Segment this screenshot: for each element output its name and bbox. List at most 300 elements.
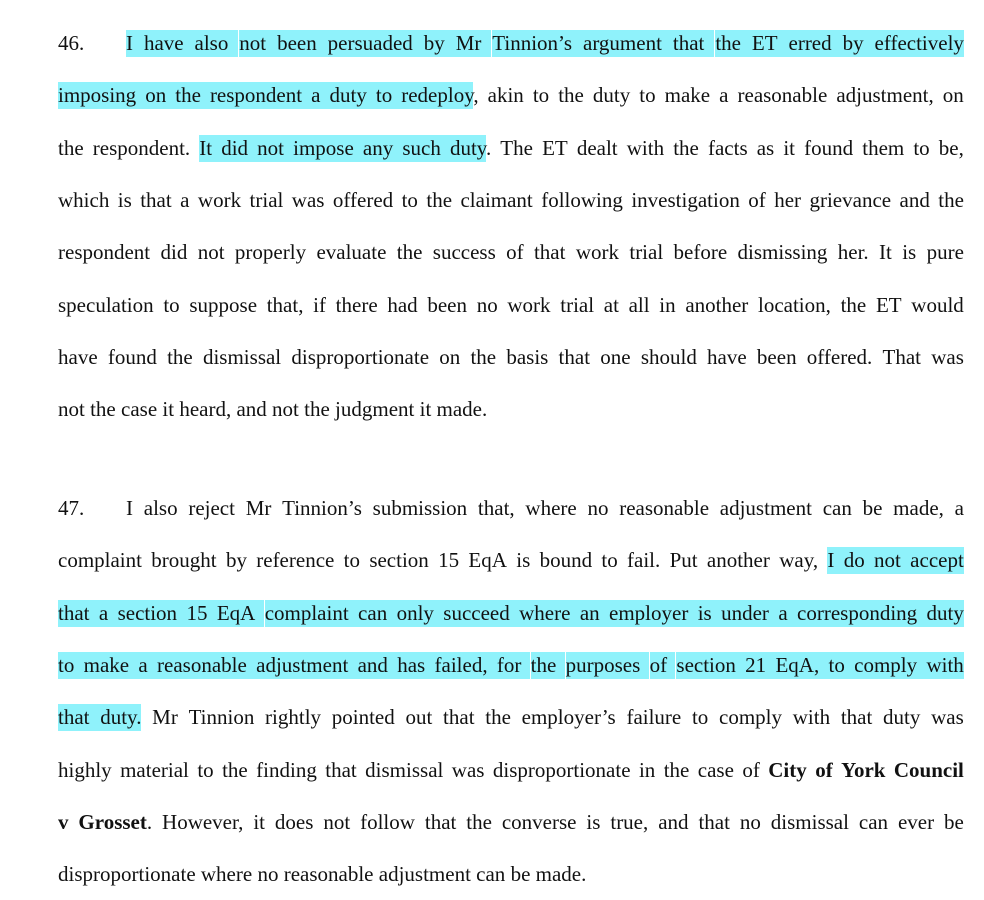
- highlighted-text: that: [58, 600, 99, 627]
- body-text: investigation: [631, 187, 740, 212]
- word: [673, 28, 705, 58]
- body-text: adjustment,: [836, 83, 934, 108]
- line-words: [58, 80, 964, 110]
- word: [774, 185, 801, 215]
- word: [931, 342, 964, 372]
- word: [58, 290, 154, 320]
- line-words: [58, 702, 964, 732]
- word: [397, 650, 425, 680]
- word: [627, 545, 660, 575]
- word: [397, 237, 423, 267]
- body-text: can: [476, 862, 506, 887]
- body-text: and: [899, 187, 930, 212]
- word: [601, 545, 617, 575]
- line-words: [126, 493, 964, 523]
- word: [402, 185, 418, 215]
- body-text: it: [783, 135, 796, 160]
- word: [84, 650, 129, 680]
- body-text: respondent.: [92, 135, 191, 160]
- word: [560, 290, 594, 320]
- word: [665, 80, 710, 110]
- body-text: ,: [473, 83, 479, 108]
- highlighted-text: that: [673, 30, 715, 57]
- word: [738, 237, 828, 267]
- word: [740, 807, 761, 837]
- body-text: with: [792, 705, 831, 730]
- highlighted-text: imposing: [58, 82, 145, 109]
- body-text: had: [387, 292, 418, 317]
- word: [256, 650, 348, 680]
- highlighted-text: such: [402, 135, 450, 162]
- word: [253, 807, 265, 837]
- word: [180, 185, 189, 215]
- word: [58, 80, 136, 110]
- text-line: [58, 185, 964, 215]
- word: [506, 237, 524, 267]
- word: [311, 80, 320, 110]
- body-text: found: [107, 344, 157, 369]
- text-line: [58, 859, 964, 889]
- body-text: the: [58, 135, 84, 160]
- body-text: I: [126, 496, 133, 520]
- body-text: reasonable: [619, 496, 710, 520]
- word: [201, 859, 252, 889]
- body-text: EqA: [468, 548, 507, 573]
- word: [78, 807, 152, 837]
- highlighted-text: reasonable: [157, 652, 256, 679]
- word: [629, 290, 650, 320]
- body-text: reference: [256, 548, 335, 573]
- body-text: her: [774, 187, 802, 212]
- highlighted-text: that: [58, 704, 100, 731]
- word: [600, 342, 630, 372]
- body-text: facts: [707, 135, 748, 160]
- body-text: ever: [897, 809, 935, 834]
- word: [659, 290, 675, 320]
- word: [363, 133, 393, 163]
- body-text: with: [626, 135, 665, 160]
- word: [583, 28, 662, 58]
- body-text: found: [804, 135, 854, 160]
- body-text: not: [272, 397, 299, 422]
- word: [477, 290, 498, 320]
- word: [876, 290, 902, 320]
- body-text: been: [427, 292, 468, 317]
- word: [676, 650, 735, 680]
- body-text: been: [756, 344, 797, 369]
- body-text: following: [541, 187, 623, 212]
- word: [707, 342, 747, 372]
- word: [138, 650, 147, 680]
- word: [893, 493, 944, 523]
- word: [58, 807, 69, 837]
- highlighted-text: any: [363, 135, 402, 162]
- word: [488, 80, 524, 110]
- word: [631, 185, 740, 215]
- word: [938, 185, 964, 215]
- word: [401, 80, 478, 110]
- body-text: the: [663, 757, 690, 782]
- text-line: [58, 80, 964, 110]
- word: [456, 28, 482, 58]
- word: [721, 598, 769, 628]
- highlighted-text: a: [778, 600, 797, 627]
- word: [926, 650, 963, 680]
- highlighted-text: duty: [449, 135, 486, 160]
- body-text: highly: [58, 757, 112, 782]
- word: [179, 394, 231, 424]
- body-text: them: [862, 135, 905, 160]
- body-text: not: [323, 809, 351, 834]
- body-text: that: [698, 809, 730, 834]
- word: [257, 859, 278, 889]
- body-text: reasonable: [737, 83, 828, 108]
- word: [531, 650, 557, 680]
- body-text: a: [719, 83, 729, 108]
- word: [742, 755, 760, 785]
- word: [152, 702, 178, 732]
- body-text: work: [507, 292, 551, 317]
- word: [293, 133, 354, 163]
- body-text: before: [673, 240, 728, 265]
- case-name: v: [58, 809, 69, 834]
- word: [433, 237, 496, 267]
- highlighted-text: corresponding: [797, 600, 927, 627]
- body-text: of: [506, 240, 524, 265]
- highlighted-text: a: [138, 652, 157, 679]
- word: [748, 185, 766, 215]
- highlighted-text: It: [199, 135, 221, 162]
- word: [610, 807, 648, 837]
- highlighted-text: is: [698, 600, 721, 627]
- line-words: [58, 859, 964, 889]
- word: [875, 28, 964, 58]
- body-text: it: [253, 809, 265, 834]
- line-words: [58, 133, 964, 163]
- body-text: that: [140, 187, 172, 212]
- word: [265, 598, 349, 628]
- case-name: of: [815, 757, 833, 782]
- word: [344, 545, 360, 575]
- word: [516, 545, 530, 575]
- word: [863, 493, 883, 523]
- word: [333, 185, 393, 215]
- word: [629, 237, 663, 267]
- body-text: if: [313, 292, 326, 317]
- body-text: dismissal: [202, 344, 282, 369]
- body-text: properly: [234, 240, 307, 265]
- body-text: the: [840, 292, 867, 317]
- body-text: as: [756, 135, 775, 160]
- body-text: be,: [938, 135, 964, 160]
- highlighted-text: have: [144, 30, 195, 57]
- word: [236, 394, 266, 424]
- body-text: the: [222, 757, 248, 782]
- body-text: .: [485, 135, 492, 160]
- highlighted-text: of: [650, 652, 676, 679]
- body-text: another: [706, 548, 770, 573]
- highlighted-text: an: [580, 600, 609, 627]
- word: [450, 133, 491, 163]
- body-text: all: [628, 292, 650, 317]
- word: [586, 807, 600, 837]
- word: [854, 650, 917, 680]
- word: [108, 342, 157, 372]
- word: [778, 598, 787, 628]
- word: [144, 28, 184, 58]
- body-text: case: [121, 397, 158, 422]
- body-text: there: [335, 292, 378, 317]
- body-text: in: [638, 757, 656, 782]
- body-text: trial: [249, 187, 284, 212]
- body-text: employer’s: [521, 705, 616, 730]
- body-text: no: [476, 292, 498, 317]
- word: [844, 545, 865, 575]
- highlighted-text: section: [676, 652, 745, 679]
- body-text: grievance: [809, 187, 892, 212]
- highlighted-text: section: [118, 600, 186, 627]
- body-text: pointed: [331, 705, 395, 730]
- word: [328, 28, 413, 58]
- word: [745, 650, 766, 680]
- word: [841, 702, 873, 732]
- highlighted-text: Tinnion’s: [492, 30, 583, 57]
- body-text: is: [586, 809, 601, 834]
- word: [239, 28, 266, 58]
- body-text: to: [601, 548, 618, 573]
- word: [883, 342, 921, 372]
- highlighted-text: can: [358, 600, 397, 627]
- word: [862, 133, 904, 163]
- word: [670, 545, 698, 575]
- body-text: trial: [560, 292, 595, 317]
- word: [323, 807, 350, 837]
- body-text: that: [443, 705, 475, 730]
- body-text: finding: [256, 757, 317, 782]
- word: [163, 290, 179, 320]
- highlighted-text: I: [827, 547, 844, 574]
- word: [500, 133, 533, 163]
- word: [437, 394, 488, 424]
- word: [282, 493, 362, 523]
- text-line: [58, 493, 964, 523]
- word: [439, 342, 460, 372]
- case-name: City: [768, 757, 807, 782]
- word: [719, 702, 782, 732]
- word: [757, 342, 797, 372]
- body-text: to: [913, 135, 930, 160]
- highlighted-text: under: [721, 600, 778, 627]
- highlighted-text: on: [145, 82, 175, 109]
- word: [943, 80, 964, 110]
- word: [335, 394, 414, 424]
- word: [720, 493, 812, 523]
- body-text: follow: [360, 809, 415, 834]
- highlighted-text: Mr: [456, 30, 492, 57]
- word: [199, 133, 212, 163]
- highlighted-text: the: [175, 82, 210, 109]
- word: [506, 342, 548, 372]
- body-text: not: [197, 240, 225, 265]
- word: [836, 80, 933, 110]
- word: [369, 545, 428, 575]
- word: [379, 859, 471, 889]
- body-text: case: [697, 757, 734, 782]
- highlighted-text: erred: [789, 30, 843, 57]
- word: [250, 185, 284, 215]
- word: [316, 237, 386, 267]
- body-text: of: [748, 187, 766, 212]
- text-line: [58, 394, 964, 424]
- body-text: disproportionate: [58, 862, 196, 887]
- body-text: to: [343, 548, 360, 573]
- body-text: the: [90, 397, 116, 422]
- case-name: Grosset: [78, 809, 147, 834]
- body-text: in: [659, 292, 676, 317]
- case-name: York: [841, 757, 886, 782]
- word: [58, 598, 90, 628]
- highlighted-text: EqA,: [775, 652, 829, 679]
- word: [387, 290, 417, 320]
- line-words: [126, 28, 964, 58]
- body-text: be: [510, 862, 531, 887]
- word: [99, 598, 108, 628]
- body-text: adjustment: [378, 862, 471, 887]
- body-text: work: [575, 240, 619, 265]
- body-text: respondent: [58, 240, 151, 265]
- word: [738, 80, 828, 110]
- highlighted-text: comply: [854, 652, 926, 679]
- word: [789, 28, 832, 58]
- body-text: that: [558, 344, 591, 369]
- word: [466, 807, 492, 837]
- body-text: reasonable: [283, 862, 374, 887]
- body-text: dismissal: [365, 757, 444, 782]
- word: [758, 290, 831, 320]
- word: [291, 342, 429, 372]
- word: [332, 702, 395, 732]
- highlighted-text: been: [277, 30, 328, 57]
- body-text: can: [822, 496, 852, 520]
- word: [559, 342, 591, 372]
- body-text: complaint: [58, 548, 142, 573]
- highlighted-text: persuaded: [328, 30, 424, 57]
- body-text: converse: [501, 809, 577, 834]
- body-text: basis: [506, 344, 549, 369]
- word: [126, 493, 133, 523]
- text-line: [58, 807, 964, 837]
- word: [775, 650, 819, 680]
- word: [198, 185, 241, 215]
- line-words: [58, 545, 964, 575]
- body-text: be: [862, 496, 883, 520]
- text-line: [58, 545, 964, 575]
- word: [358, 598, 387, 628]
- word: [58, 545, 142, 575]
- word: [58, 185, 109, 215]
- word: [927, 237, 964, 267]
- highlighted-text: failed,: [435, 652, 497, 679]
- body-text: made.: [436, 397, 488, 422]
- word: [525, 493, 576, 523]
- body-text: way,: [779, 548, 819, 573]
- word: [203, 342, 281, 372]
- word: [222, 755, 248, 785]
- word: [246, 493, 272, 523]
- word: [566, 650, 641, 680]
- body-text: that,: [477, 496, 515, 520]
- word: [894, 755, 964, 785]
- body-text: that: [840, 705, 873, 730]
- body-text: success: [432, 240, 496, 265]
- word: [120, 755, 189, 785]
- body-text: Mr: [245, 496, 272, 520]
- paragraph-number: 46.: [58, 31, 85, 55]
- body-text: section: [369, 548, 429, 573]
- word: [859, 807, 888, 837]
- word: [698, 755, 734, 785]
- word: [144, 493, 178, 523]
- highlighted-text: only: [397, 600, 443, 627]
- word: [841, 755, 885, 785]
- word: [540, 545, 593, 575]
- body-text: submission: [372, 496, 468, 520]
- word: [58, 237, 150, 267]
- highlighted-text: to: [376, 82, 401, 109]
- word: [265, 702, 321, 732]
- word: [90, 394, 116, 424]
- body-text: the: [938, 187, 964, 212]
- word: [435, 650, 488, 680]
- word: [576, 237, 619, 267]
- word: [542, 133, 568, 163]
- word: [580, 598, 600, 628]
- body-text: can: [858, 809, 889, 834]
- text-line: [58, 237, 964, 267]
- word: [879, 237, 892, 267]
- word: [558, 80, 584, 110]
- line-words: [58, 394, 964, 424]
- body-text: is: [117, 187, 132, 212]
- body-text: That: [882, 344, 921, 369]
- body-text: speculation: [58, 292, 154, 317]
- word: [221, 133, 248, 163]
- word: [365, 755, 443, 785]
- word: [157, 650, 247, 680]
- word: [502, 807, 577, 837]
- body-text: to: [532, 83, 550, 108]
- word: [650, 650, 668, 680]
- line-words: [58, 342, 964, 372]
- body-text: on: [942, 83, 964, 108]
- word: [226, 545, 247, 575]
- body-text: of: [742, 757, 760, 782]
- word: [944, 807, 964, 837]
- line-words: [58, 807, 964, 837]
- word: [118, 598, 177, 628]
- body-text: no: [739, 809, 761, 834]
- body-text: bound: [539, 548, 593, 573]
- body-text: suppose: [189, 292, 258, 317]
- body-text: that: [533, 240, 566, 265]
- word: [452, 755, 485, 785]
- word: [673, 133, 699, 163]
- word: [823, 493, 852, 523]
- text-line: [58, 598, 964, 628]
- line-words: [58, 598, 964, 628]
- highlighted-text: duty: [329, 82, 376, 109]
- word: [58, 702, 90, 732]
